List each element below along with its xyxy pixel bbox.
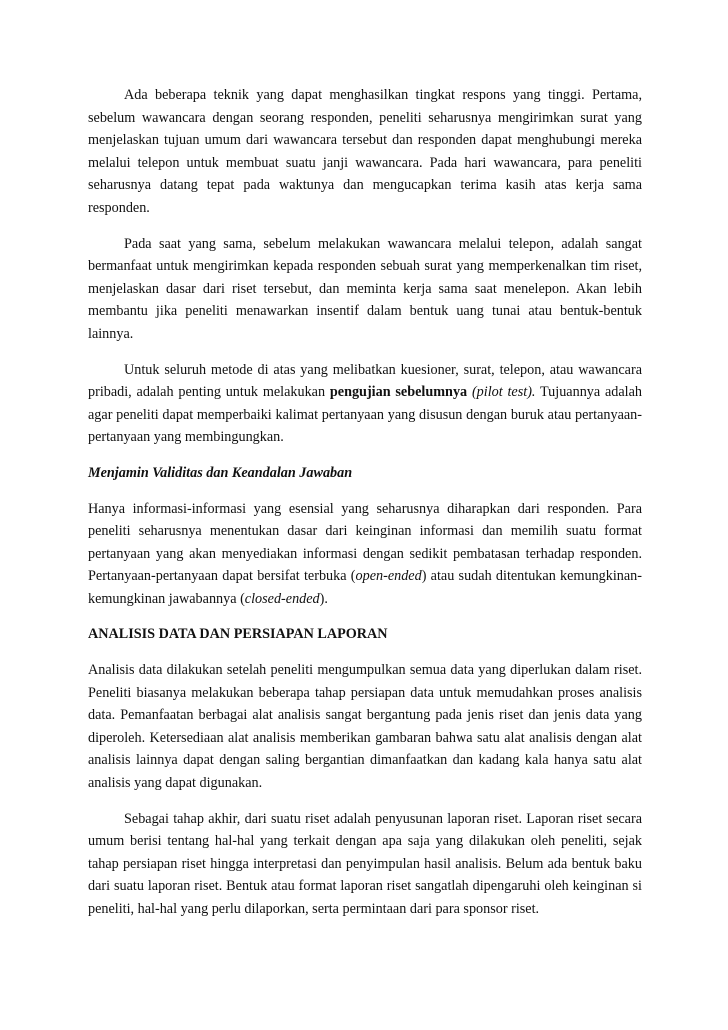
text-run: Hanya informasi-informasi yang esensial yang seharusnya diharapkan dari responden. Para peneliti seharusnya menentukan dasar dari keinginan informasi dan memilih suatu format pertanyaan yang akan menyediakan informasi dengan sedikit pembatasan terhadap responden. Pertanyaan-pertanyaan dapat bersifat terbuka (	[88, 500, 642, 585]
paragraph-question-format	[88, 498, 642, 611]
text-run: ) atau sudah ditentukan kemungkinan-kemungkinan jawabannya (	[88, 568, 642, 607]
subheading-validity: Menjamin Validitas dan Keandalan Jawaban	[88, 464, 353, 481]
document-page	[88, 84, 642, 934]
text-run: Untuk seluruh metode di atas yang melibatkan kuesioner, surat, telepon, atau wawancara pribadi, adalah penting untuk melakukan	[88, 361, 642, 401]
text-run: Tujuannya adalah agar peneliti dapat memperbaiki kalimat pertanyaan yang disusun dengan buruk atau pertanyaan-pertanyaan yang membingungkan.	[88, 384, 643, 446]
bold-term-pilot-test: pengujian sebelumnya	[329, 384, 468, 401]
paragraph-data-analysis: Analisis data dilakukan setelah peneliti mengumpulkan semua data yang diperlukan dalam riset. Peneliti biasanya melakukan beberapa tahap persiapan data untuk memudahkan proses analisis data. Pemanfaatan berbagai alat analisis sangat bergantung pada jenis riset dan jenis data yang diperoleh. Ketersediaan alat analisis memberikan gambaran bahwa satu alat analisis dengan alat analisis lainnya dapat dengan saling bergantian dimanfaatkan dan kadang kala hanya satu alat analisis yang dapat digunakan.	[88, 662, 642, 792]
italic-term-closed-ended: closed-ended	[244, 590, 320, 607]
paragraph-phone-interview: Pada saat yang sama, sebelum melakukan wawancara melalui telepon, adalah sangat bermanfaat untuk mengirimkan kepada responden sebuah surat yang memperkenalkan tim riset, menjelaskan dasar dari riset tersebut, dan meminta kerja sama saat menelepon. Akan lebih membantu jika peneliti menawarkan insentif dalam bentuk uang tunai atau bentuk-bentuk lainnya.	[88, 235, 642, 342]
paragraph-pilot-test	[88, 359, 642, 449]
text-run: ).	[319, 590, 328, 607]
section-heading-analysis: ANALISIS DATA DAN PERSIAPAN LAPORAN	[88, 626, 388, 643]
italic-term-open-ended: open-ended	[355, 568, 422, 585]
paragraph-response-techniques: Ada beberapa teknik yang dapat menghasilkan tingkat respons yang tinggi. Pertama, sebelum wawancara dengan seorang responden, peneliti seharusnya mengirimkan surat yang menjelaskan tujuan umum dari wawancara tersebut dan responden dapat menghubungi mereka melalui telepon untuk membuat suatu janji wawancara. Pada hari wawancara, para peneliti seharusnya datang tepat pada waktunya dan mengucapkan terima kasih atas kerja sama responden.	[88, 87, 642, 216]
paragraph-report: Sebagai tahap akhir, dari suatu riset adalah penyusunan laporan riset. Laporan riset secara umum berisi tentang hal-hal yang terkait dengan apa saja yang dilakukan oleh peneliti, sejak tahap persiapan riset hingga interpretasi dan penyimpulan hasil analisis. Belum ada bentuk baku dari suatu laporan riset. Bentuk atau format laporan riset sangatlah dipengaruhi oleh keinginan si peneliti, hal-hal yang perlu dilaporkan, serta permintaan dari para sponsor riset.	[88, 810, 642, 917]
italic-term-pilot-test: (pilot test).	[471, 384, 536, 401]
